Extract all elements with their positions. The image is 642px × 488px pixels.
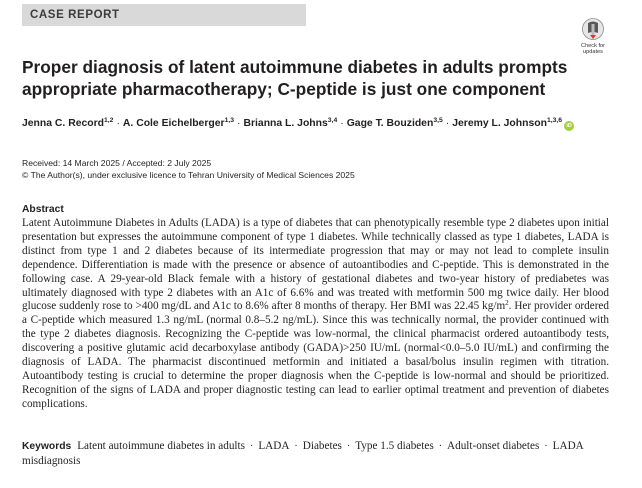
title-line-2: appropriate pharmacotherapy; C-peptide is just one component: [22, 79, 546, 99]
keyword: Adult-onset diabetes: [447, 440, 540, 452]
keyword: Type 1.5 diabetes: [355, 440, 434, 452]
author-separator: ·: [237, 118, 241, 129]
article-title: [22, 56, 622, 100]
author-4[interactable]: [347, 118, 443, 129]
abstract-superscript: 2: [505, 299, 509, 308]
author-name: A. Cole Eichelberger: [122, 118, 225, 129]
abstract-heading: Abstract: [22, 204, 64, 215]
check-for-updates-line2: updates: [583, 49, 603, 55]
keyword: Latent autoimmune diabetes in adults: [77, 440, 245, 452]
keyword: LADA misdiagnosis: [22, 440, 584, 467]
author-affiliation: 3,5: [433, 117, 443, 124]
author-separator: ·: [116, 118, 120, 129]
keyword: LADA: [258, 440, 290, 452]
author-5[interactable]: [452, 118, 562, 129]
author-3[interactable]: [243, 118, 337, 129]
keyword-separator: ·: [346, 441, 351, 452]
keywords-label: Keywords: [22, 441, 72, 452]
author-name: Brianna L. Johns: [243, 118, 328, 129]
author-name: Jeremy L. Johnson: [452, 118, 547, 129]
author-2[interactable]: [123, 118, 234, 129]
keyword: Diabetes: [302, 440, 342, 452]
author-affiliation: 1,3,6: [546, 117, 563, 124]
received-accepted-dates: Received: 14 March 2025 / Accepted: 2 July 2025: [22, 158, 212, 168]
author-list: [22, 117, 622, 131]
abstract-part-1: Latent Autoimmune Diabetes in Adults (LADA) is a type of diabetes that can phenotypically resemble type 2 diabetes upon initial presentation but expresses the autoimmune component of type 1 diabetes. While technically classed as type 1 diabetes, LADA is distinct from type 1 and 2 diabetes because of its intermediate progression that may or may not lead to complete insulin dependence. Differentiation is made with the presence or absence of autoantibodies and C-peptide. This is demonstrated in the following case. A 29-year-old Black female with a history of gestational diabetes and two-year history of prediabetes was ultimately diagnosed with type 2 diabetes with an A1c of 6.6% and was treated with metformin 500 mg twice daily. Her blood glucose suddenly rose to >400 mg/dL and A1c to 8.6% after 8 months of therapy. Her BMI was 22.45 kg/m: [22, 217, 609, 313]
abstract-text: [22, 217, 609, 412]
author-1[interactable]: [22, 118, 113, 129]
keyword-separator: ·: [294, 441, 298, 452]
keywords: [22, 439, 617, 468]
author-affiliation: 3,4: [327, 117, 338, 124]
article-type-banner: [22, 4, 306, 26]
title-line-1: Proper diagnosis of latent autoimmune diabetes in adults prompts: [22, 57, 568, 77]
keyword-separator: ·: [544, 441, 548, 452]
author-name: Jenna C. Record: [22, 118, 104, 129]
author-separator: ·: [445, 118, 450, 129]
orcid-icon[interactable]: iD: [564, 121, 574, 131]
check-for-updates-badge[interactable]: [574, 18, 612, 55]
author-affiliation: 1,3: [224, 117, 235, 124]
abstract-part-2: . Her provider ordered a C-peptide which measured 1.3 ng/mL (normal 0.8–5.2 ng/mL). Since this was technically normal, the provider continued with the type 2 diabetes diagnosis. Recognizing the C-peptide was low-normal, the clinical pharmacist ordered autoantibody tests, discovering a positive glutamic acid decarboxylase antibody (GADA)>250 IU/mL (normal<0.0–5.0 IU/mL) and confirming the diagnosis of LADA. The pharmacist discontinued metformin and initiated a basal/bolus insulin regimen with titration. Autoantibody testing is crucial to determine the proper diagnosis when the C-peptide is low-normal and should be prioritized. Recognition of the signs of LADA and proper diagnostic testing can lead to earlier optimal treatment and prevention of diabetes complications.: [22, 300, 609, 410]
check-for-updates-icon: [582, 18, 604, 42]
author-affiliation: 1,2: [104, 117, 114, 124]
copyright-notice: © The Author(s), under exclusive licence to Tehran University of Medical Sciences 2025: [22, 170, 355, 180]
keyword-separator: ·: [438, 441, 443, 452]
author-separator: ·: [340, 118, 344, 129]
article-history: [22, 157, 622, 181]
check-for-updates-line1: Check for: [581, 43, 605, 49]
article-type-label: CASE REPORT: [30, 9, 120, 21]
author-name: Gage T. Bouziden: [346, 118, 434, 129]
keyword-separator: ·: [250, 441, 254, 452]
